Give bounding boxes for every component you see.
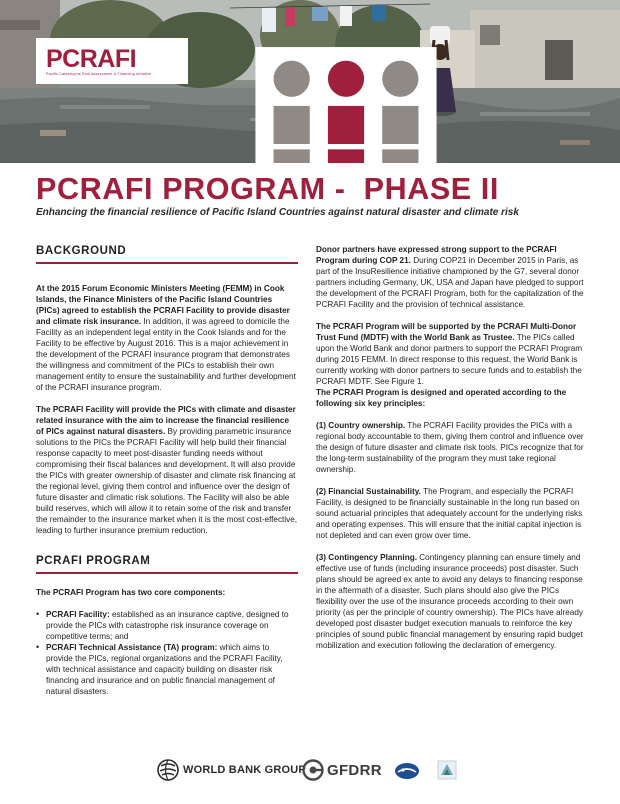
- logo-tagline: Pacific Catastrophe Risk Assessment & Financing Initiative: [46, 71, 152, 76]
- left-column: [36, 244, 298, 697]
- background-p1-bold: At the 2015 Forum Economic Ministers Meeting (FEMM) in Cook Islands, the Finance Ministers of the Pacific Island Countries (PICs) agreed to establish the PCRAFI Facility to provide disaster and climate risk insurance.: [36, 284, 290, 326]
- background-p2-bold: The PCRAFI Facility will provide the PICs with climate and disaster related insurance with the aim to increase the financial resilience of PICs against natural disasters.: [36, 405, 296, 436]
- program-heading: PCRAFI PROGRAM: [36, 554, 298, 574]
- page-title: PCRAFI PROGRAM - PHASE II: [36, 172, 499, 206]
- world-bank-text: WORLD BANK GROUP: [183, 764, 306, 776]
- globe-icon: [157, 759, 179, 781]
- principle-3-text: Contingency planning can ensure timely and effective use of funds (including insurance proceeds) post disaster. Such plans should be agreed ex ante to avoid any delays to financing response in the aftermath of a disaster. Such plans should also give the PICs flexibility over the use of the insurance proceeds according to their own priority (as per the principle of country ownership). The PICs have already developed post disaster budget execution manuals to reinforce the key principles of sound public financial management by ensuring rapid budget mobilization and execution following the declaration of emergency.: [316, 553, 583, 650]
- pcrafi-logo: [36, 38, 188, 84]
- component-2-text: which aims to provide the PICs, regional organizations and the PCRAFI Facility, with technical assistance and capacity building on disaster risk financing and insurance and on public financial management of natural disasters.: [46, 643, 283, 696]
- list-item: [36, 642, 298, 697]
- principle-2-text: The Program, and especially the PCRAFI Facility, is designed to be financially sustainable in the long run based on sound actuarial principles that adequately account for the underlying risks and operating expenses. This will ensure that the initial capital injection is not depleted and can even grow over time.: [316, 487, 583, 540]
- partner-logos: [0, 757, 620, 783]
- component-2-bold: PCRAFI Technical Assistance (TA) program:: [46, 643, 218, 652]
- logo-name: PCRAFI: [46, 44, 137, 73]
- pcrafi-emblem-icon: [36, 38, 620, 163]
- program-components-list: [36, 609, 298, 697]
- regional-partner-emblem-icon: [394, 762, 420, 780]
- partner-seal-icon: [436, 759, 458, 781]
- gfdrr-logo: [302, 759, 382, 781]
- background-heading: BACKGROUND: [36, 244, 298, 264]
- background-paragraph-1: [36, 283, 298, 393]
- principle-1-text: The PCRAFI Facility provides the PICs with a regional body accountable to them, giving them control and influence over the design of future disaster and climate risk tools. PICs recognize that for the long-term sustainability of the program they must take regional ownership.: [316, 421, 584, 474]
- mdtf-bold: The PCRAFI Program will be supported by the PCRAFI Multi-Donor Trust Fund (MDTF) with the World Bank as Trustee.: [316, 322, 577, 342]
- list-item: [36, 609, 298, 642]
- page-subtitle: Enhancing the financial resilience of Pacific Island Countries against natural disaster and climate risk: [36, 207, 519, 218]
- principle-3-bold: (3) Contingency Planning.: [316, 553, 417, 562]
- background-paragraph-2: [36, 404, 298, 536]
- principle-2: [316, 486, 588, 541]
- gfdrr-text: GFDRR: [327, 761, 382, 779]
- background-p2-text: By providing parametric insurance solutions to the PICs the PCRAFI Facility will help build their financial response capacity to meet post-disaster funding needs without compromising their fiscal balances and development. It will also provide the PICs with greater ownership of disaster and climate risk financing at the regional level, giving them control and influence over the design of future disaster and climatic risk solutions. The Facility will also be able build reserves, which will allow it to retain some of the risk and transfer the remainder to the insurance market when it is the most cost-effective, leading to further insurance premium reduction.: [36, 427, 298, 535]
- principle-3: [316, 552, 588, 651]
- donors-text: During COP21 in December 2015 in Paris, as part of the InsuResilience initiative championed by the G7, several donor partners including Germany, UK, USA and Japan have pledged to support the development of the PCRAFI Program, both for the capitalization of the PCRAFI Facility and the provision of technical assistance.: [316, 256, 584, 309]
- right-column: [316, 244, 588, 651]
- hero-photo: [0, 0, 620, 163]
- principles-intro: The PCRAFI Program is designed and operated according to the following six key principles:: [316, 388, 567, 408]
- component-1-text: established as an insurance captive, designed to provide the PICs with catastrophe risk insurance coverage on competitive terms; and: [46, 610, 289, 641]
- donors-paragraph: [316, 244, 588, 310]
- background-p1-text: In addition, it was agreed to domicile the Facility as an independent legal entity in the Cook Islands and for the Facility to be effective by August 2016. This is a major achievement in the development of the PCRAFI insurance program that demonstrates the willingness and commitment of the PICs to establish their own management entity to ensure the sustainability and further development of the PCRAFI insurance program.: [36, 317, 296, 392]
- mdtf-paragraph: [316, 321, 588, 387]
- principle-1: [316, 420, 588, 475]
- component-1-bold: PCRAFI Facility:: [46, 610, 110, 619]
- gfdrr-emblem-icon: [302, 759, 324, 781]
- donors-bold: Donor partners have expressed strong support to the PCRAFI Program during COP 21.: [316, 245, 557, 265]
- program-intro: The PCRAFI Program has two core components:: [36, 588, 226, 597]
- principle-2-bold: (2) Financial Sustainability.: [316, 487, 421, 496]
- mdtf-text: The PICs called upon the World Bank and donor partners to support the PCRAFI Program during 2015 FEMM. In direct response to this request, the World Bank is currently working with donor partners to secure funds and to establish the PCRAFI MDTF. See Figure 1.: [316, 333, 583, 386]
- principle-1-bold: (1) Country ownership.: [316, 421, 406, 430]
- world-bank-logo: [157, 759, 306, 781]
